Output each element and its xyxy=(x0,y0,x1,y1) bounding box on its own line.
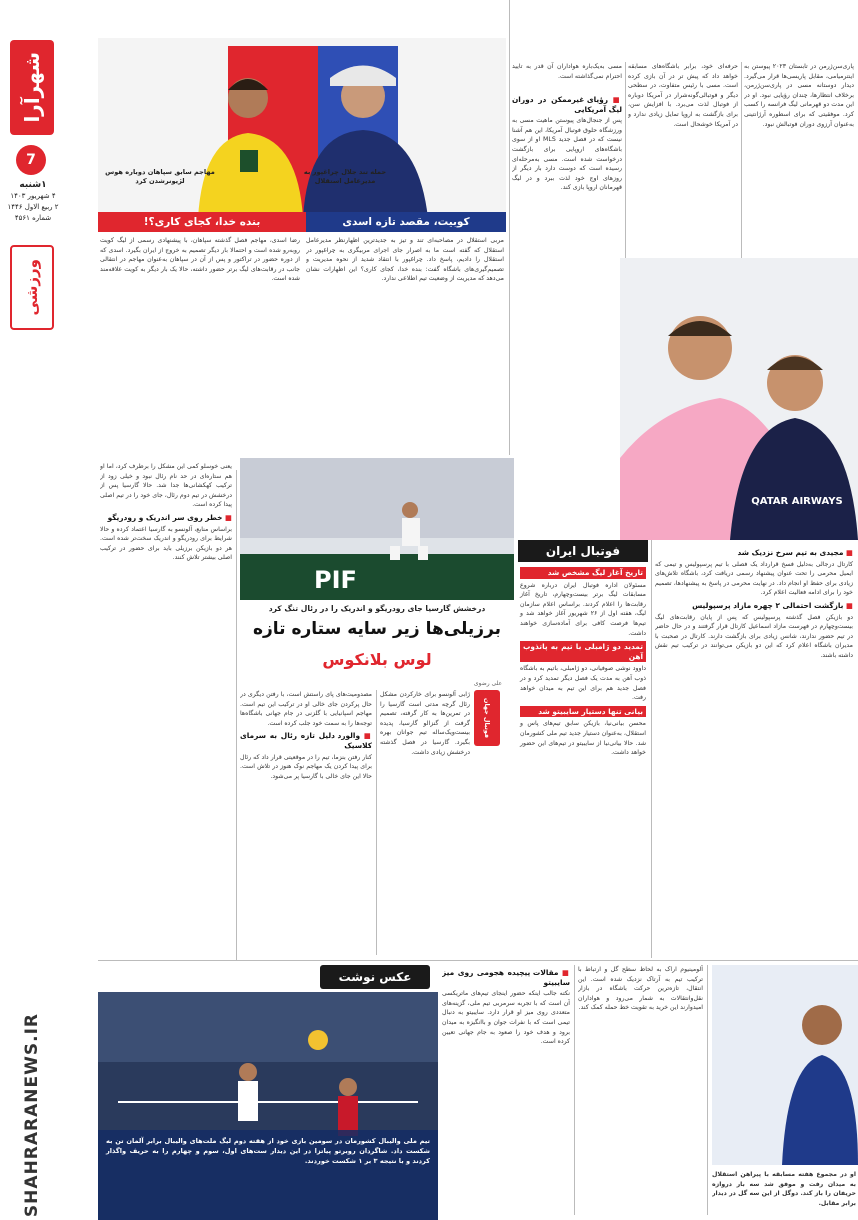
top-story-body-left: رضا اسدی، مهاجم فصل گذشته سپاهان، با پیشنهادی رسمی از لیگ کویت روبه‌رو شده است و احتمالا بار دیگر تصمیم به خروج از ایران بگیرد. اسدی که از دوره حضور در تراکتور و پس از آن در سپاهان به‌عنوان مهاجم در انتقالی جانب در رقابت‌های لیگ برتر حضور داشته، حالا یک بار دیگر به کویت علاقه‌مند شده است. xyxy=(100,237,300,283)
real-sub-b-title: ■ والورد دلیل تازه رئال به سرمای کلاسیک xyxy=(240,731,372,750)
headline-bar xyxy=(98,212,506,232)
real-madrid-illustration xyxy=(240,458,514,600)
headline-right: بنده خدا، کجای کاری؟! xyxy=(98,212,306,232)
photo-caption-right: حمله تند جلال چراغپور به مدیرعامل استقلال xyxy=(303,168,387,185)
left-bottom-title: ■ مقالات پیچیده هجومی روی میز سایبیتو xyxy=(442,968,570,987)
pif-sponsor: PIF xyxy=(314,566,357,594)
messi-photo xyxy=(620,258,858,540)
football-iran-box xyxy=(518,540,648,958)
mid-bottom-column: آلومینیوم اراک به لحاظ سطح گل و ارتباط با ترکیب تیم به آرتاک نزدیک شده است. این انتقال، تازه‌ترین حرکت باشگاه در بازار نقل‌وانتقالات به شمار می‌رود و هواداران امیدوارند این خرید به تقویت خط حمله کمک کند. xyxy=(578,966,703,1012)
item2-title: تمدید دو ژامبلی با تیم به پاتذوب آهن xyxy=(520,641,646,662)
website-url: SHAHRARANEWS.IR xyxy=(22,1012,42,1218)
photo-caption-left: مهاجم سابق سپاهان دوباره هوس لژیونرشدن کرد xyxy=(105,168,215,185)
real-sub-a-title: ■ خطر روی سر اندریک و رودریگو xyxy=(107,512,232,522)
top-story-body-right: مربی استقلال در مصاحبه‌ای تند و تیز به جدیدترین اظهارنظر مدیرعامل استقلال که گفته است ما به اصرار جای اجرای مربیگری به چراغپور در استقلال را دادیم، پاسخ داد. چراغپور با انتقاد شدید از نحوه مدیریت و تصمیم‌گیری‌های باشگاه گفت: بنده خدا، کجای کاری؟ این اظهارات نشان می‌دهد که مدیریت از وضعیت تیم اطلاعی ندارد. xyxy=(306,237,504,283)
divider xyxy=(707,965,708,1215)
divider xyxy=(651,540,652,958)
photo-story-title: عکس نوشت xyxy=(320,965,430,989)
top-story-photo xyxy=(98,38,506,218)
real-body-col3: یعنی خوسلو کمی این مشکل را برطرف کرد، اما او هم ستاره‌ای در حد نام رئال نبود و خیلی زود از ترکیب کهکشانی‌ها جدا شد. حالا گارسیا پس از درخشش در تیم دوم رئال، جای خود را در تیم اصلی پیدا کرده است. ■ خطر روی سر اندریک و رودریگو براساس منابع، آلونسو به گارسیا اعتماد کرده و حالا شرایط برای رودریگو و اندریک سخت‌تر شده است. هر دو بازیکن برزیلی باید برای حضور در ترکیب اصلی بیشتر تلاش کنند. xyxy=(100,463,232,562)
item1-title: تاریخ آغاز لیگ مشخص شد xyxy=(520,567,646,579)
real-badge: فوتبال جهان xyxy=(474,690,500,746)
weekday: ۱شنبه xyxy=(19,180,47,190)
right-column-bottom: ■ مجیدی به تیم سرخ نزدیک شد کارتال درجالی به‌دلیل فسخ قرارداد یک فصلی با تیم پرسپولیس و تیمی که ایمیل محرمی را تحت عنوان پیشنهاد رسمی دریافت کرد، باشگاه تلاش‌های زیادی برای حفظ او انجام داد. در نهایت محرمی در پاسخ به پیشنهادها، تصمیم خود را برای ادامه فعالیت اعلام کرد. ■ بازگشت احتمالی ۲ چهره مازاد پرسپولیس دو بازیکن فصل گذشته پرسپولیس که پس از پایان رقابت‌های لیگ بیست‌وچهارم در فهرست مازاد اسماعیل کارتال قرار گرفتند و در حال حاضر در تیم حضور ندارند، شانس زیادی برای بازگشت دارند. کارتال در صحبت با مدیران باشگاه اعلام کرد که این دو بازیکن می‌توانند در ترکیب تیم نقش داشته باشند. xyxy=(655,548,853,659)
volleyball-caption: تیم ملی والیبال کشورمان در سومین بازی خود از هفته دوم لیگ ملت‌های والیبال برابر آلمان تن به شکست داد. شاگردان روبرتو پیاتزا در این دیدار ست‌های اول، سوم و چهارم را به حریف واگذار کردند و با نتیجه ۳ بر ۱ شکست خوردند. xyxy=(98,1130,438,1220)
divider xyxy=(574,965,575,1215)
issue-number: شماره ۴۵۶۱ xyxy=(14,214,52,222)
divider xyxy=(741,62,742,262)
football-iran-title: فوتبال ایران xyxy=(518,540,648,562)
right-sub1-title: ■ مجیدی به تیم سرخ نزدیک شد xyxy=(737,548,853,557)
real-madrid-photo xyxy=(240,458,514,600)
messi-body-right: پاری‌سن‌ژرمن در تابستان ۲۰۲۳ پیوستن به اینترمیامی، مقابل پاریسی‌ها قرار می‌گیرد. دیدار دوستانه مسی در پاری‌سن‌ژرمن، برخلاف انتظارها، چندان رؤیایی نبود. او در این مدت دو قهرمانی لیگ فرانسه را کسب کرد. موفقیتی که برای اسطوره آرژانتینی به‌عنوان آرزوی دوران فوتبالش نبود. xyxy=(744,63,854,128)
masthead-date xyxy=(2,180,64,224)
real-kicker: درخشش گارسیا جای رودریگو و اندریک را در رئال تنگ کرد xyxy=(268,604,486,613)
page-number-badge: 7 xyxy=(16,145,46,175)
far-right-caption: او در مجموع هفته مسابقه با پیراهن استقلال به میدان رفت و موفق شد سه بار دروازه حریفان را باز کند. دوگل از این سه گل در دیدار برابر مقابل. xyxy=(712,1171,856,1207)
messi-sub1-title: ■ رؤیای غیرممکن در دوران لیگ آمریکایی xyxy=(512,95,622,114)
item3-title: بیانی تنها دستیار سایبیتو شد xyxy=(520,706,646,718)
top-story-illustration xyxy=(98,38,506,218)
divider xyxy=(236,470,237,960)
right-sub2-title: ■ بازگشت احتمالی ۲ چهره مازاد پرسپولیس xyxy=(692,600,853,610)
messi-section-1: ■ رؤیای غیرممکن در دوران لیگ آمریکایی پس از جنجال‌های پیوستن ماهیت مسی به ورزشگاه حلوق فوتبال آمریکا، این هم آشنا نیست که در فصل جدید MLS او از سوی باشگاه‌های اروپایی برای بازگشت درخواست شده است. مسی به‌مرحله‌ای رسیده است که دوست دارد بار دیگر از روزهای اوج خود لذت ببرد و در لیگ قهرمانان اروپا بازی کند. xyxy=(512,95,622,192)
logo-text: شهرآرا xyxy=(20,52,44,123)
player-photo-bottom xyxy=(712,965,858,1165)
masthead-logo xyxy=(10,40,54,135)
real-subheadline: لوس بلانکوس xyxy=(322,650,432,669)
sponsor-text: QATAR AIRWAYS xyxy=(751,496,843,507)
date-line-1: ۴ شهریور ۱۴۰۳ xyxy=(10,192,56,200)
messi-body-mid: حرفه‌ای خود، برابر باشگاه‌های مسابقه خواهد داد که پیش تر در آن بازی کرده است. مسی با رئیس متفاوت، در سطحی دیگر و فوتبالی‌گونه‌شرار در آمریکا دوباره از فوتبال لذت می‌برد. با افزایش سن، برای بازگشت به اروپا تمایل زیادی ندارد و در آمریکا خوشحال است. xyxy=(628,63,738,128)
real-body-col1: ژابی آلونسو برای خارکردن مشکل رئال گرچه مدتی است گارسیا را در تمرین‌ها به کار گرفته، تصمیم گرفت از گنزالو گارسیا، پدیده بیست‌ویک‌ساله تیم جوانان بهره بگیرد. گارسیا در فصل گذشته درخشش زیادی داشت. xyxy=(380,691,470,756)
messi-intro: مسی به‌یک‌باره هواداران آن قدر به تایید احترام نمی‌گذاشته است. xyxy=(512,63,622,80)
football-iran-content: تاریخ آغاز لیگ مشخص شد مسئولان اداره فوتبال ایران درباره شروع مسابقات لیگ برتر بیست‌وچهارم، تاریخ آغاز رقابت‌ها را اعلام کردند. براساس اعلام سازمان لیگ، هفته اول از ۲۶ شهریور آغاز خواهد شد و تیم‌ها فرصت کافی برای آماده‌سازی خواهند داشت. تمدید دو ژامبلی با تیم به پاتذوب آهن داوود نوشی صوفیانی، دو ژامبلی، باتیم به باشگاه ذوب آهن به مدت یک فصل دیگر تمدید کرد و در فصل جدید هم برای این تیم به میدان خواهد رفت. بیانی تنها دستیار سایبیتو شد محسن بیانی‌نیا، بازیکن سابق تیم‌های پاس و استقلال، به‌عنوان دستیار جدید تیم ملی کشورمان شد. حالا بیانی‌نیا از سایبیتو در تیم‌های این حضور خواهد داشت. xyxy=(520,568,646,757)
divider xyxy=(376,690,377,955)
real-headline: برزیلی‌ها زیر سایه ستاره تازه xyxy=(252,619,502,639)
headline-left: کوبیت، مقصد تازه اسدی xyxy=(306,212,506,232)
player-illustration xyxy=(712,965,858,1165)
date-line-2: ۲ ربیع الاول ۱۴۴۶ xyxy=(7,203,59,211)
real-body-col2: مصدومیت‌های پای راستش است، با رفتن دیگری در حال پرکردن جای خالی او در ترکیب این تیم است. مهاجم اسپانیایی با گلزنی در جام جهانی باشگاه‌ها توجه‌ها را به سمت خود جلب کرده است. ■ والورد دلیل تازه رئال به سرمای کلاسیک کنار رفتن بنزما، تیم را در موقعیتی قرار داد که رئال برای پیدا کردن یک مهاجم نوک هنوز در تلاش است. حالا این جای خالی با گارسیا پر می‌شود. xyxy=(240,691,372,780)
real-author: علی رضوی xyxy=(473,680,503,687)
divider xyxy=(509,0,510,455)
left-bottom-column: ■ مقالات پیچیده هجومی روی میز سایبیتو نکته جالب اینکه حضور اینجای تیم‌های ماتریکسی آن است که با تجربه سرمربی تیم ملی، گزینه‌های متعددی روی میز او قرار دارد. سایبیتو به دنبال تیمی است که با نفرات جوان و باانگیزه به میدان برود و هدف خود را صعود به جام جهانی تعیین کرده است. xyxy=(442,968,570,1046)
divider xyxy=(98,960,858,961)
masthead-sub-logo: ورزشی xyxy=(10,245,54,330)
